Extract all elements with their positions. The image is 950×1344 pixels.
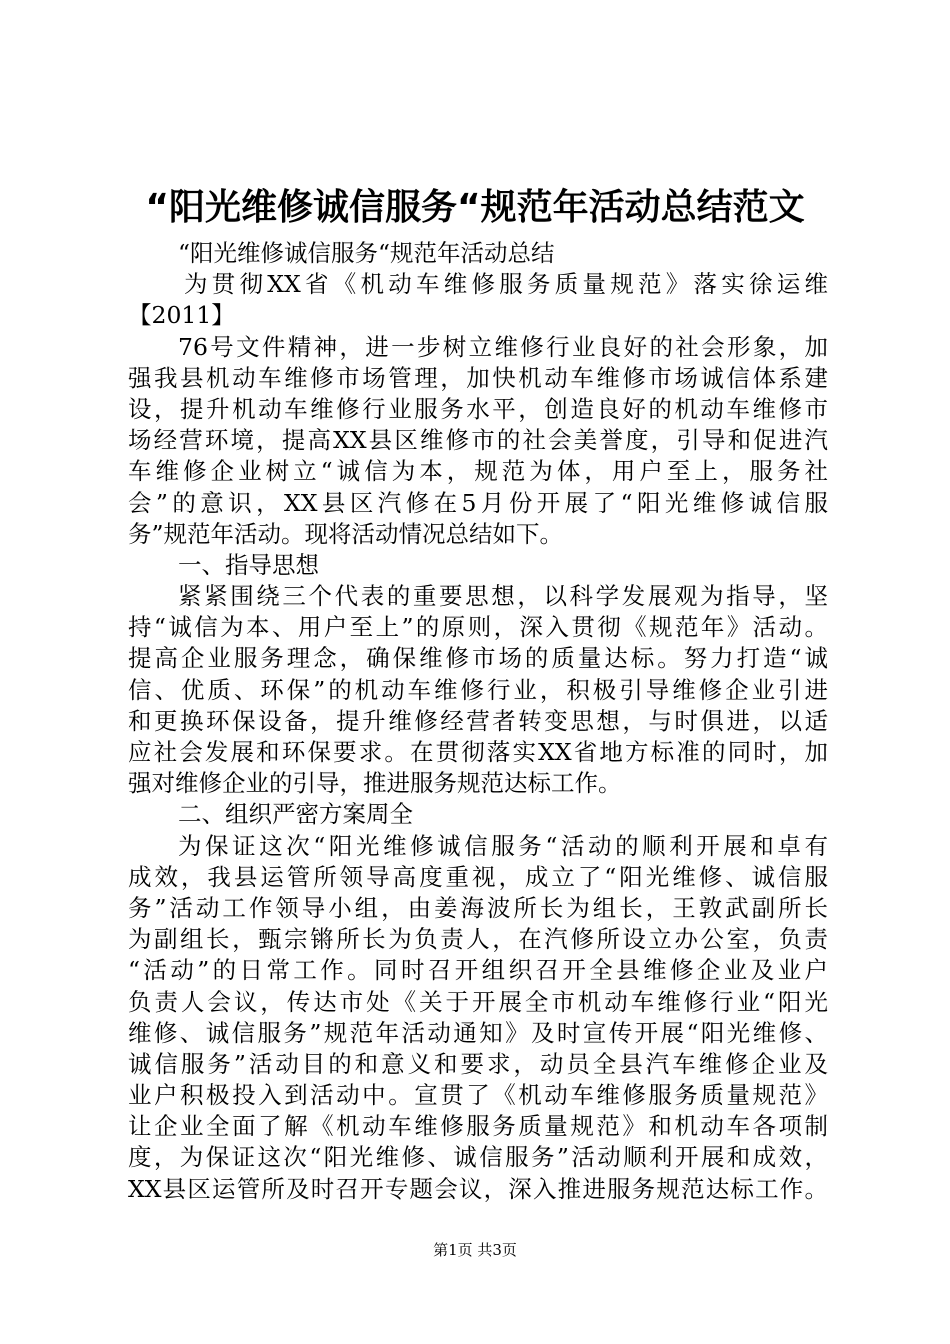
section-heading: 二、组织严密方案周全 (178, 800, 413, 829)
paragraph-line: 持“诚信为本、用户至上”的原则，深入贯彻《规范年》活动。 (128, 613, 828, 642)
paragraph-line: 为贯彻XX省《机动车维修服务质量规范》落实徐运维 (184, 270, 828, 299)
paragraph-line: 务”活动工作领导小组，由姜海波所长为组长，王敦武副所长 (128, 893, 828, 922)
paragraph-line: 维修、诚信服务”规范年活动通知》及时宣传开展“阳光维修、 (128, 1018, 828, 1047)
paragraph-line: 提高企业服务理念，确保维修市场的质量达标。努力打造“诚 (128, 644, 828, 673)
paragraph-line: 强我县机动车维修市场管理，加快机动车维修市场诚信体系建 (128, 363, 828, 392)
paragraph-line: 场经营环境，提高XX县区维修市的社会美誉度，引导和促进汽 (128, 426, 828, 455)
paragraph-line: 负责人会议，传达市处《关于开展全市机动车维修行业“阳光 (128, 987, 828, 1016)
paragraph-line: 76号文件精神，进一步树立维修行业良好的社会形象，加 (178, 332, 828, 361)
paragraph-line: 紧紧围绕三个代表的重要思想，以科学发展观为指导，坚 (178, 582, 828, 611)
paragraph-line: 成效，我县运管所领导高度重视，成立了“阳光维修、诚信服 (128, 862, 828, 891)
paragraph-line: 车维修企业树立“诚信为本，规范为体，用户至上，服务社 (128, 457, 828, 486)
paragraph-line: 度，为保证这次“阳光维修、诚信服务”活动顺利开展和成效， (128, 1143, 828, 1172)
paragraph-line: 为保证这次“阳光维修诚信服务“活动的顺利开展和卓有 (178, 831, 828, 860)
paragraph-line: XX县区运管所及时召开专题会议，深入推进服务规范达标工作。 (128, 1174, 828, 1203)
paragraph-line: 诚信服务”活动目的和意义和要求，动员全县汽车维修企业及 (128, 1049, 828, 1078)
paragraph-line: 【2011】 (128, 301, 235, 330)
paragraph-line: 让企业全面了解《机动车维修服务质量规范》和机动车各项制 (128, 1112, 828, 1141)
paragraph-line: 应社会发展和环保要求。在贯彻落实XX省地方标准的同时，加 (128, 738, 828, 766)
document-body (128, 238, 828, 1205)
document-title: “阳光维修诚信服务“规范年活动总结范文 (145, 187, 805, 228)
paragraph-line: 设，提升机动车维修行业服务水平，创造良好的机动车维修市 (128, 394, 828, 423)
paragraph-line: 信、优质、环保”的机动车维修行业，积极引导维修企业引进 (128, 675, 828, 704)
section-heading: 一、指导思想 (178, 550, 319, 579)
paragraph-line: 业户积极投入到活动中。宣贯了《机动车维修服务质量规范》 (128, 1081, 828, 1110)
subtitle-line: “阳光维修诚信服务“规范年活动总结 (178, 239, 555, 267)
paragraph-line: 为副组长，甄宗锵所长为负责人，在汽修所设立办公室，负责 (128, 925, 828, 954)
paragraph-line: “活动”的日常工作。同时召开组织召开全县维修企业及业户 (128, 956, 828, 985)
paragraph-line: 和更换环保设备，提升维修经营者转变思想，与时俱进，以适 (128, 706, 828, 735)
page-footer: 第1页 共3页 (433, 1241, 517, 1259)
paragraph-line: 会”的意识，XX县区汽修在5月份开展了“阳光维修诚信服 (128, 488, 828, 517)
paragraph-line: 务”规范年活动。现将活动情况总结如下。 (128, 519, 564, 548)
paragraph-line: 强对维修企业的引导，推进服务规范达标工作。 (128, 769, 622, 798)
